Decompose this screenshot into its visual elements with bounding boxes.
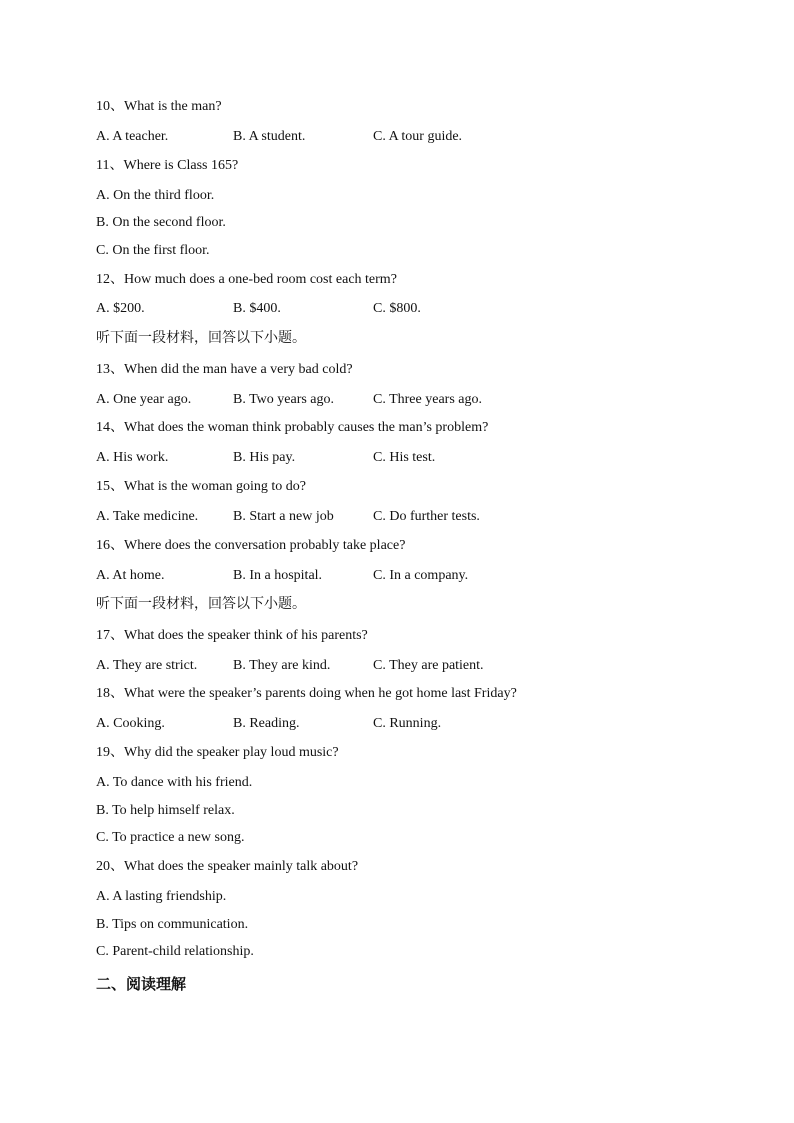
option-c[interactable]: C. They are patient.: [373, 658, 484, 673]
option-a[interactable]: A. A teacher.: [96, 129, 169, 144]
question-14: 14、What does the woman think probably causes the man’s problem?: [96, 420, 489, 435]
option-b[interactable]: B. Start a new job: [233, 509, 334, 524]
option-c[interactable]: C. Parent-child relationship.: [96, 944, 254, 959]
option-a[interactable]: A. On the third floor.: [96, 188, 215, 203]
option-b[interactable]: B. They are kind.: [233, 658, 331, 673]
question-11: 11、Where is Class 165?: [96, 158, 239, 173]
section-heading: 二、阅读理解: [96, 975, 187, 993]
option-b[interactable]: B. In a hospital.: [233, 568, 323, 583]
option-a[interactable]: A. One year ago.: [96, 392, 192, 407]
option-c[interactable]: C. Three years ago.: [373, 392, 482, 407]
option-a[interactable]: A. Cooking.: [96, 716, 165, 731]
question-10: 10、What is the man?: [96, 99, 222, 114]
question-12-options: [96, 300, 696, 318]
question-12: 12、How much does a one-bed room cost each term?: [96, 272, 397, 287]
listening-instruction: 听下面一段材料，回答以下小题。: [96, 596, 306, 612]
question-18: 18、What were the speaker’s parents doing when he got home last Friday?: [96, 686, 517, 701]
question-10-options: [96, 128, 696, 146]
question-13: 13、When did the man have a very bad cold?: [96, 362, 353, 377]
question-17: 17、What does the speaker think of his parents?: [96, 628, 368, 643]
option-a[interactable]: A. At home.: [96, 568, 165, 583]
option-c[interactable]: C. His test.: [373, 450, 436, 465]
option-b[interactable]: B. A student.: [233, 129, 306, 144]
option-c[interactable]: C. To practice a new song.: [96, 830, 245, 845]
option-a[interactable]: A. Take medicine.: [96, 509, 199, 524]
option-c[interactable]: C. $800.: [373, 301, 421, 316]
question-16-options: [96, 567, 696, 585]
question-15: 15、What is the woman going to do?: [96, 479, 306, 494]
question-17-options: [96, 657, 696, 675]
option-a[interactable]: A. $200.: [96, 301, 145, 316]
option-a[interactable]: A. His work.: [96, 450, 169, 465]
question-20: 20、What does the speaker mainly talk about?: [96, 859, 359, 874]
question-19: 19、Why did the speaker play loud music?: [96, 745, 339, 760]
question-16: 16、Where does the conversation probably take place?: [96, 538, 406, 553]
option-b[interactable]: B. On the second floor.: [96, 215, 226, 230]
question-15-options: [96, 508, 696, 526]
option-b[interactable]: B. $400.: [233, 301, 281, 316]
option-c[interactable]: C. In a company.: [373, 568, 469, 583]
option-a[interactable]: A. A lasting friendship.: [96, 889, 227, 904]
option-c[interactable]: C. Running.: [373, 716, 442, 731]
option-b[interactable]: B. Tips on communication.: [96, 917, 249, 932]
option-b[interactable]: B. Two years ago.: [233, 392, 335, 407]
option-c[interactable]: C. A tour guide.: [373, 129, 463, 144]
option-c[interactable]: C. On the first floor.: [96, 243, 210, 258]
option-b[interactable]: B. To help himself relax.: [96, 803, 235, 818]
option-a[interactable]: A. To dance with his friend.: [96, 775, 253, 790]
option-a[interactable]: A. They are strict.: [96, 658, 198, 673]
option-b[interactable]: B. Reading.: [233, 716, 300, 731]
question-13-options: [96, 391, 696, 409]
option-b[interactable]: B. His pay.: [233, 450, 296, 465]
question-14-options: [96, 449, 696, 467]
listening-instruction: 听下面一段材料，回答以下小题。: [96, 330, 306, 346]
question-18-options: [96, 715, 696, 733]
option-c[interactable]: C. Do further tests.: [373, 509, 480, 524]
